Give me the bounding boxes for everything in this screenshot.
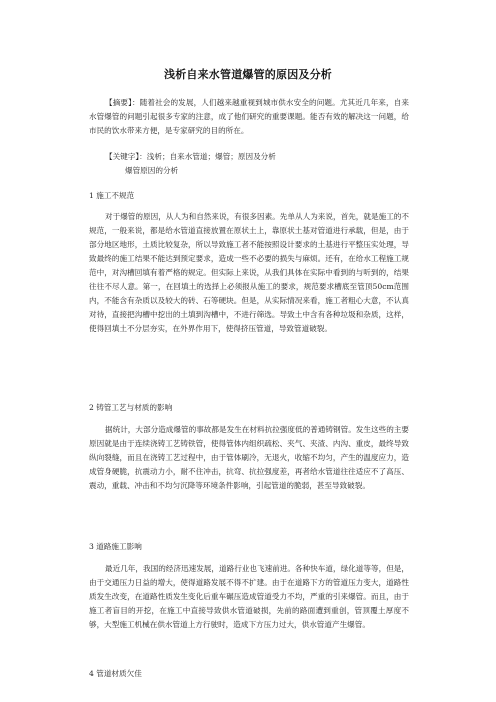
section-heading-4: 4 管道材质欠佳	[89, 669, 142, 678]
section-body-1: 对于爆管的原因，从人为和自然来说，有很多因素。先单从人为来说，首先，就是施工的不规范，一般来说，都是给水管道直接放置在原状土上，靠原状土基对管道进行承载，但是，由于部分地区地形，土质比较复杂，所以导致施工者不能按照设计要求的土基进行平整压实处理，导致最终的施工结果不能达到预定要求，造成一些不必要的损失与麻烦。还有，在给水工程施工规范中，对沟槽回填有着严格的规定。但实际上来说，从我们具体在实际中看到的与听到的，结果往往不尽人意。第一，在回填土的选择上必须报从施工的要求，规范要求槽底至管顶50cm范围内，不能含有杂质以及较大的砖、石等硬块。但是，从实际情况来看，施工者粗心大意，不认真对待，直接把沟槽中挖出的土填到沟槽中，不进行筛选。导致土中含有各种垃圾和杂质，这样，使得回填土不分层夯实，在外界作用下，使得挤压管道，导致管道破裂。	[89, 212, 409, 333]
document-title: 浅析自来水管道爆管的原因及分析	[164, 68, 332, 81]
abstract-paragraph: 【摘要】：随着社会的发展，人们越来越重视到城市供水安全的问题。尤其近几年来，自来水管爆管的问题引起很多专家的注意，成了他们研究的重要课题。能否有效的解决这一问题，给市民的饮水带来方便，是专家研究的目的所在。	[89, 98, 409, 135]
section-heading-2: 2 铸管工艺与材质的影响	[89, 403, 173, 412]
section-heading-3: 3 道路施工影响	[89, 542, 142, 551]
keywords-subline: 爆管原因的分析	[125, 166, 179, 175]
section-body-3: 最近几年，我国的经济迅速发展，道路行业也飞速前进。各种快车道，绿化道等等，但是，由于交通压力日益的增大，使得道路发展不得不扩建。由于在道路下方的管道压力变大，道路性质发生改变，在道路性质发生变化后重车碾压造成管道受力不均，严重的引来爆管。而且，由于施工者盲目的开挖，在施工中直接导致供水管道破损，先前的路面遭到重创，管顶覆土厚度不够，大型施工机械在供水管道上方行驶时，造成下方压力过大，供水管道产生爆管。	[89, 564, 409, 629]
section-heading-1: 1 施工不规范	[89, 191, 135, 200]
keywords-line: 【关键字】：浅析；自来水管道；爆管；原因及分析	[105, 152, 276, 161]
keywords-block	[89, 150, 409, 178]
section-body-2: 据统计，大部分造成爆管的事故都是发生在材料抗拉强度低的普通铸钢管。发生这些的主要原因就是由于连续浇铸工艺铸铁管，使得管体内组织疏松、夹气、夹渣、内沟、重皮，最终导致纵向裂缝，而且在浇铸工艺过程中，由于管体刷冷，无退火，收缩不均匀，产生的温度应力，造成管身硬脆，抗震动力小，耐不住冲击，抗弯、抗拉强度差，再者给水管道往往适应不了高压、震动，重载、冲击和不均匀沉降等环境条件影响，引起管道的脆弱，甚至导致破裂。	[89, 425, 409, 490]
